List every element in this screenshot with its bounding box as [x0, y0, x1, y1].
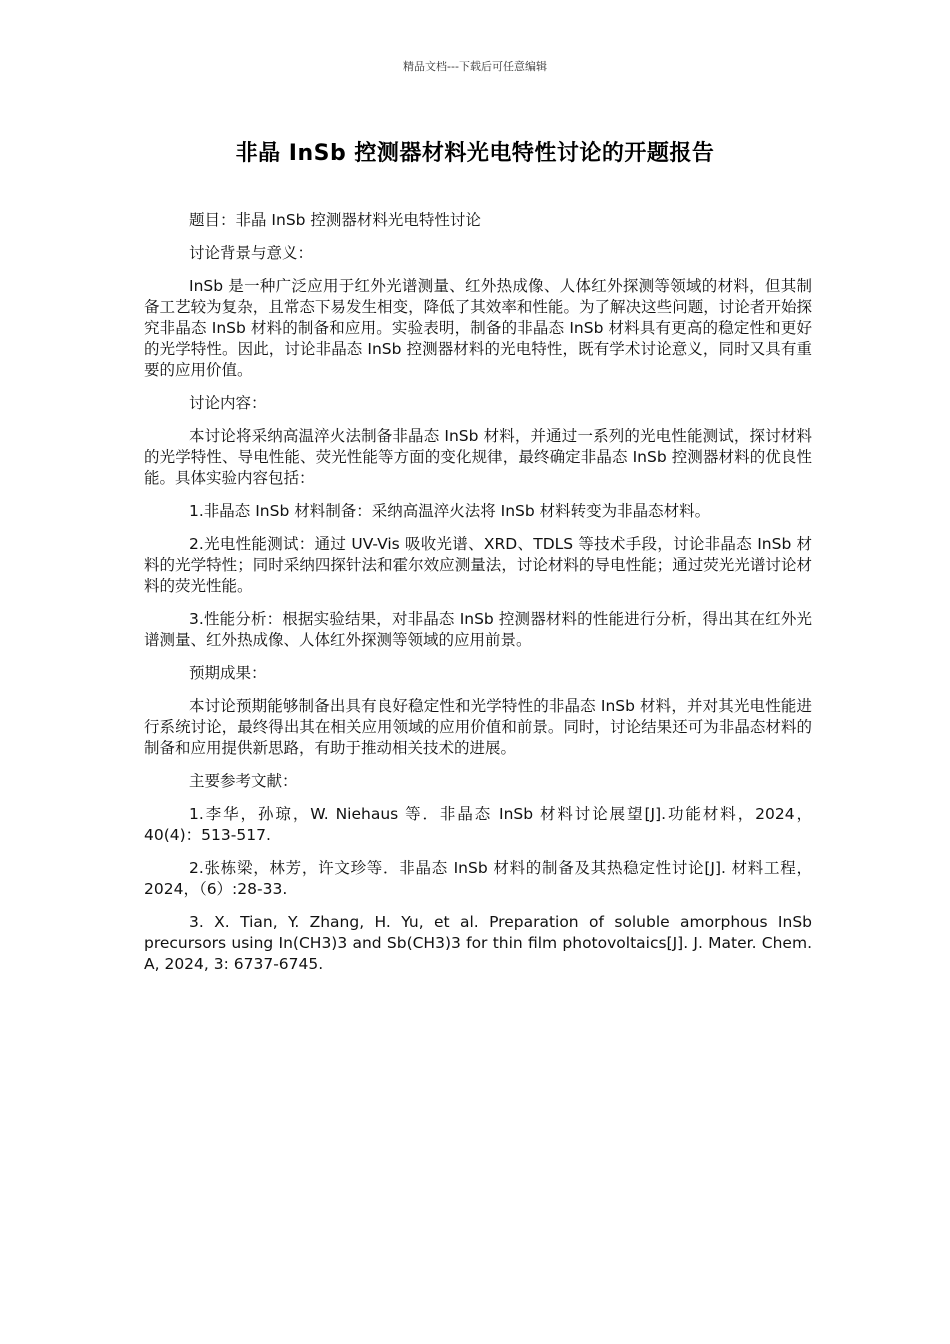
background-paragraph: InSb 是一种广泛应用于红外光谱测量、红外热成像、人体红外探测等领域的材料，但其制备工艺较为复杂，且常态下易发生相变，降低了其效率和性能。为了解决这些问题，讨论者开始探究非晶态 InSb 材料的制备和应用。实验表明，制备的非晶态 InSb 材料具有更高的稳定性和更好的光学特性。因此，讨论非晶态 InSb 控测器材料的光电特性，既有学术讨论意义，同时又具有重要的应用价值。 [144, 277, 812, 379]
content-item-2: 2.光电性能测试：通过 UV-Vis 吸收光谱、XRD、TDLS 等技术手段，讨论非晶态 InSb 材料的光学特性；同时采纳四探针法和霍尔效应测量法，讨论材料的导电性能；通过荧光光谱讨论材料的荧光性能。 [144, 535, 812, 595]
content-item-1: 1.非晶态 InSb 材料制备：采纳高温淬火法将 InSb 材料转变为非晶态材料。 [189, 502, 711, 520]
reference-2: 2.张栋梁，林芳，许文珍等．非晶态 InSb 材料的制备及其热稳定性讨论[J]. 材料工程，2024，（6）:28-33. [144, 859, 812, 898]
section-heading-references: 主要参考文献： [189, 772, 298, 790]
document-title: 非晶 InSb 控测器材料光电特性讨论的开题报告 [235, 141, 715, 166]
reference-1: 1.李华，孙琼，W. Niehaus 等．非晶态 InSb 材料讨论展望[J].功能材料，2024，40(4)：513-517. [144, 805, 812, 844]
document-body [144, 210, 812, 987]
header-note: 精品文档---下载后可任意编辑 [403, 60, 547, 73]
content-paragraph: 本讨论将采纳高温淬火法制备非晶态 InSb 材料，并通过一系列的光电性能测试，探讨材料的光学特性、导电性能、荧光性能等方面的变化规律，最终确定非晶态 InSb 控测器材料的优良性能。具体实验内容包括： [144, 427, 812, 487]
reference-3: 3. X. Tian, Y. Zhang, H. Yu, et al. Preparation of soluble amorphous InSb precursors using In(CH3)3 and Sb(CH3)3 for thin film photovoltaics[J]. J. Mater. Chem. A, 2024, 3: 6737-6745. [144, 913, 812, 973]
outcomes-paragraph: 本讨论预期能够制备出具有良好稳定性和光学特性的非晶态 InSb 材料，并对其光电性能进行系统讨论，最终得出其在相关应用领域的应用价值和前景。同时，讨论结果还可为非晶态材料的制备和应用提供新思路，有助于推动相关技术的进展。 [144, 697, 812, 757]
topic-line: 题目：非晶 InSb 控测器材料光电特性讨论 [189, 211, 481, 229]
content-item-3: 3.性能分析：根据实验结果，对非晶态 InSb 控测器材料的性能进行分析，得出其在红外光谱测量、红外热成像、人体红外探测等领域的应用前景。 [144, 610, 812, 649]
section-heading-background: 讨论背景与意义： [189, 244, 314, 262]
section-heading-outcomes: 预期成果： [189, 664, 267, 682]
section-heading-content: 讨论内容： [189, 394, 267, 412]
